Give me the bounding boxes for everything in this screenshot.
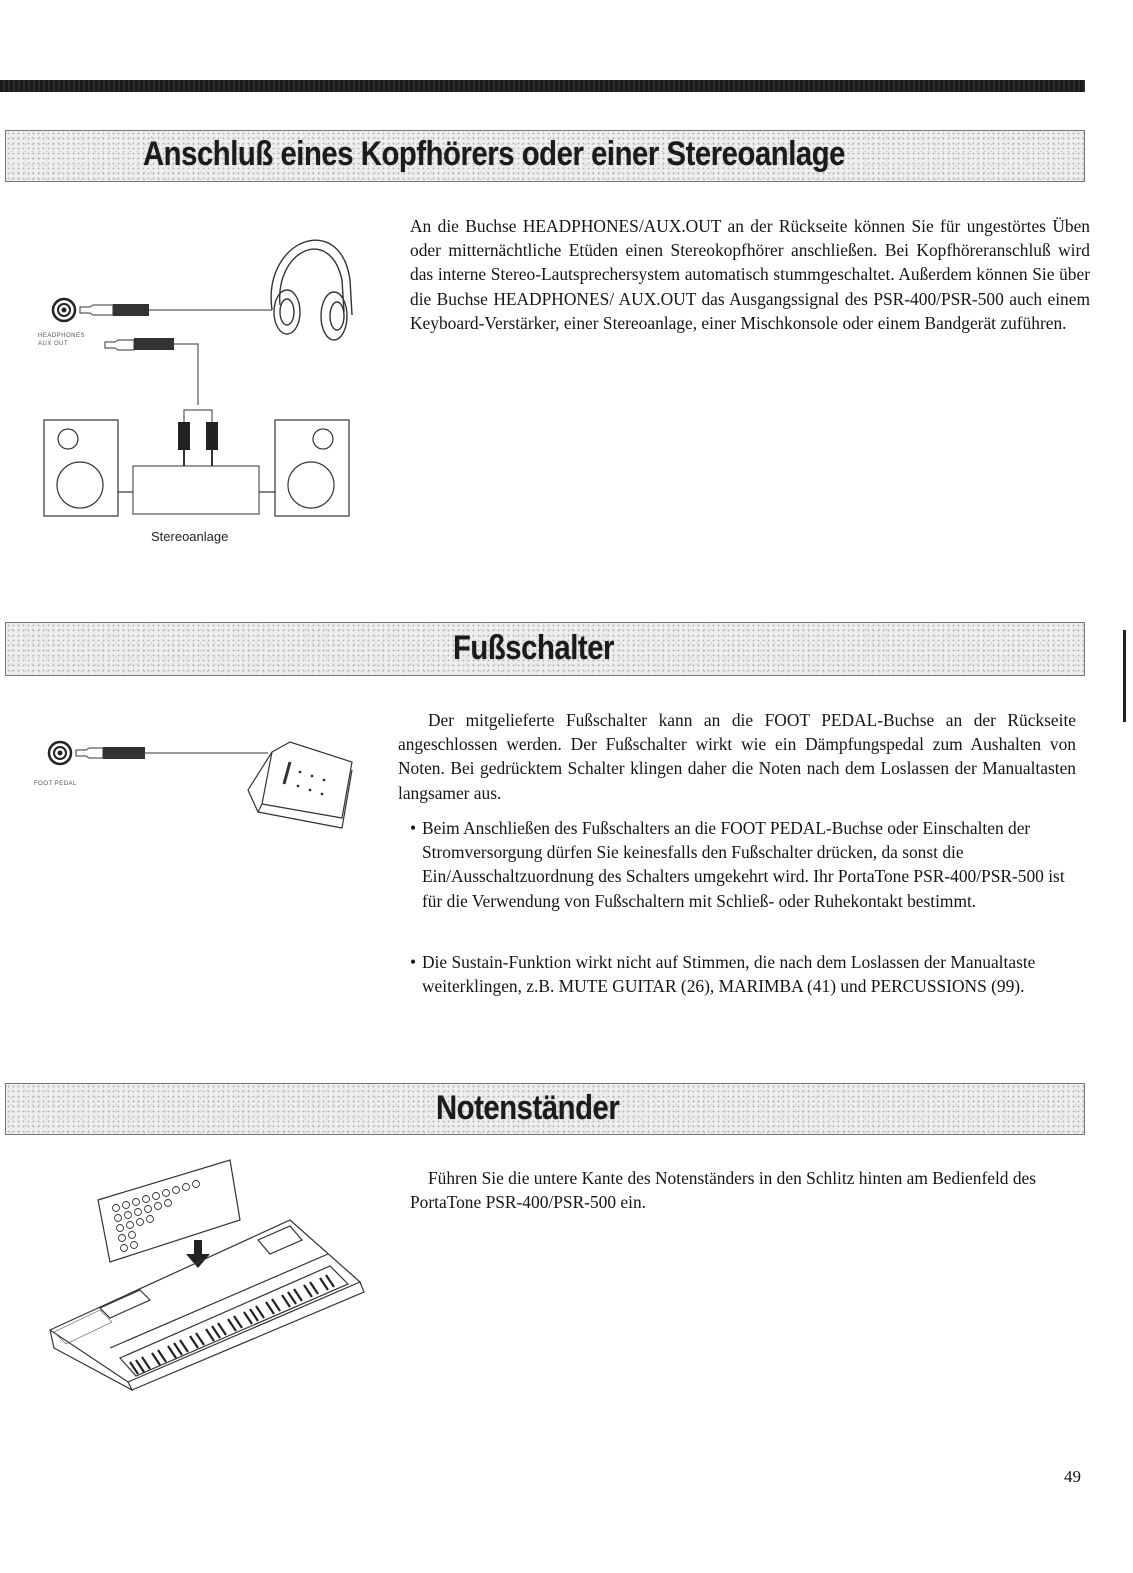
foot-pedal-jack-label: FOOT PEDAL [34,781,77,787]
stereo-plug-icon [105,338,198,405]
section-title-footswitch: Fußschalter [453,629,615,667]
keyboard-music-stand-diagram [40,1150,380,1390]
footswitch-bullet-2-text: Die Sustain-Funktion wirkt nicht auf Stimmen, die nach dem Loslassen der Manualtaste weiterklingen, z.B. MUTE GUITAR (26), MARIMBA (41) und PERCUSSIONS (99). [422,952,1036,997]
piano-keys [130,1275,334,1374]
footswitch-bullet-1 [410,816,1084,913]
right-speaker-icon [259,420,349,516]
section-title-headphones: Anschluß eines Kopfhörers oder einer Stereoanlage [143,135,846,173]
footswitch-bullet-2 [410,950,1084,998]
section-banner-headphones [5,130,1085,182]
foot-switch-icon [248,742,352,828]
footswitch-paragraph [398,708,1076,805]
bullet-dot: • [410,818,417,838]
headphone-stereo-diagram [0,210,380,540]
stereo-caption: Stereoanlage [151,529,229,544]
headphones-jack-label: HEADPHONES AUX OUT [38,333,86,347]
section-banner-footswitch [5,622,1085,676]
headphones-jack-icon [53,299,75,321]
music-stand-paragraph [410,1166,1050,1214]
edge-marker [1123,630,1126,722]
headphones-icon [271,240,352,340]
music-stand-paragraph-text: Führen Sie die untere Kante des Notenständers in den Schlitz hinten am Bedienfeld des PortaTone PSR-400/PSR-500 ein. [410,1168,1037,1213]
bullet-dot: • [410,952,417,972]
section-banner-music-stand [5,1083,1085,1135]
foot-pedal-jack-icon [49,742,71,764]
headphones-paragraph [410,214,1090,335]
headphone-plug-icon [80,304,272,316]
page-number: 49 [1064,1467,1081,1486]
music-stand-icon [98,1160,240,1262]
footswitch-bullet-1-text: Beim Anschließen des Fußschalters an die FOOT PEDAL-Buchse oder Einschalten der Stromversorgung dürfen Sie keinesfalls den Fußschalter drücken, da sonst die Ein/Ausschaltzuordnung des Schalters umgekehrt wird. Ihr PortaTone PSR-400/PSR-500 ist für die Verwendung von Fußschaltern mit Schließ- oder Ruhekontakt bestimmt. [422,818,1065,911]
headphones-paragraph-text: An die Buchse HEADPHONES/AUX.OUT an der Rückseite können Sie für ungestörtes Üben oder mitternächtliche Etüden einen Stereokopfhörer anschließen. Bei Kopfhöreranschluß wird das interne Stereo-Lautsprechersystem automatisch stummgeschaltet. Außerdem können Sie über die Buchse HEADPHONES/ AUX.OUT das Ausgangssignal des PSR-400/PSR-500 auch einem Keyboard-Verstärker, einer Stereoanlage, einer Mischkonsole oder einem Bandgerät zuführen. [410,216,1090,333]
top-rule [0,80,1085,92]
section-title-music-stand: Notenständer [436,1089,620,1127]
keyboard-icon [50,1220,364,1390]
stereo-amplifier-icon [133,466,259,514]
down-arrow-icon [186,1240,210,1268]
footswitch-paragraph-text: Der mitgelieferte Fußschalter kann an die FOOT PEDAL-Buchse an der Rückseite angeschlossen werden. Der Fußschalter wirkt wie ein Dämpfungspedal zum Aushalten von Noten. Bei gedrücktem Schalter klingen daher die Noten nach dem Loslassen der Manualtasten langsamer aus. [398,710,1076,803]
left-speaker-icon [44,420,133,516]
